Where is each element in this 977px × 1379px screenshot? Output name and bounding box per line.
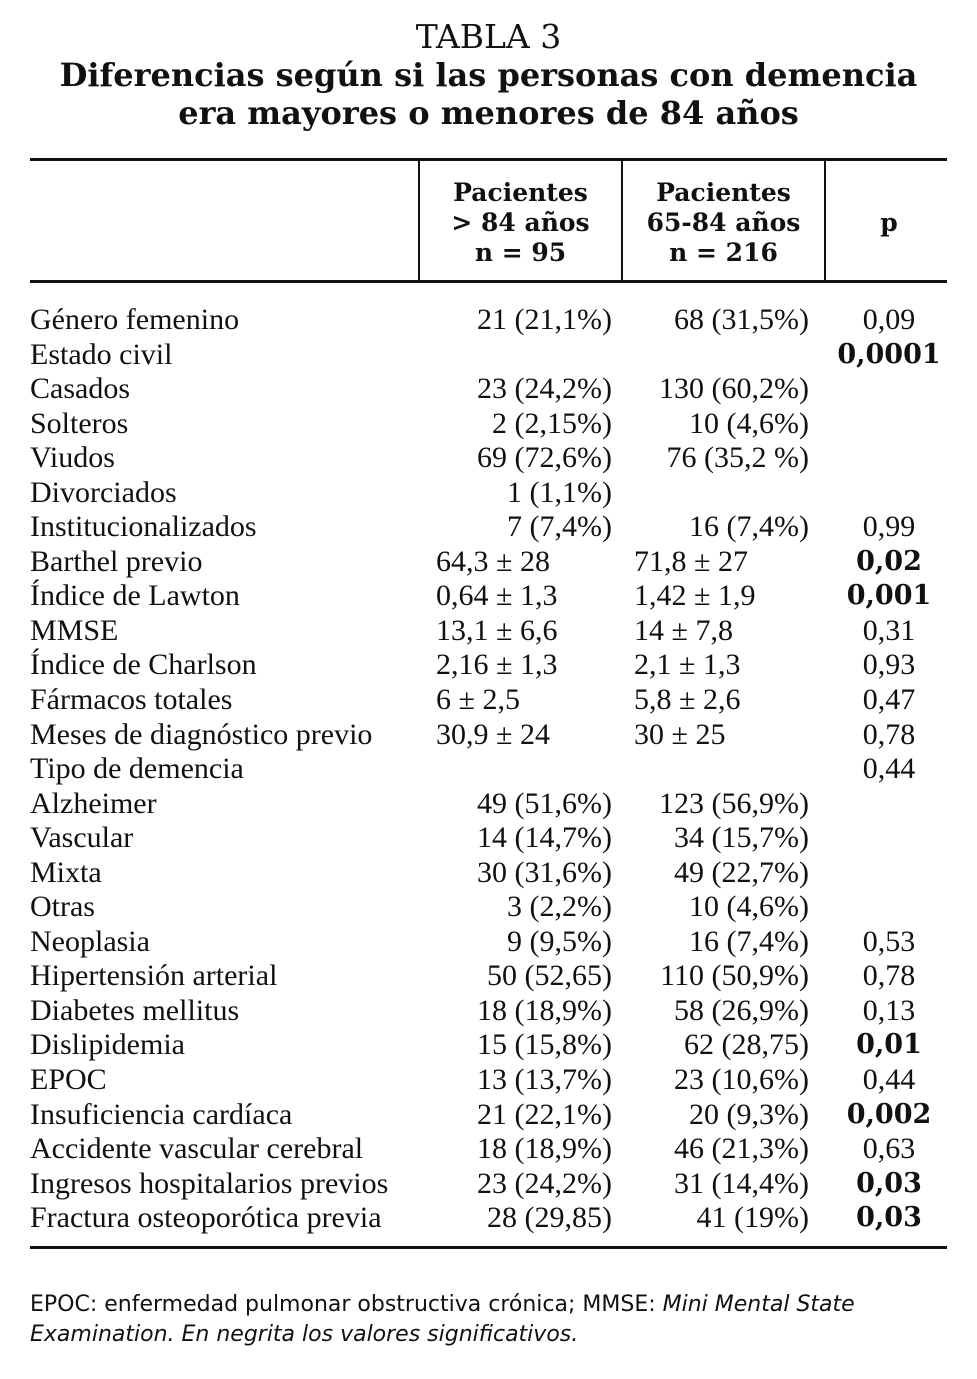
table-row <box>0 372 977 407</box>
row-label: Hipertensión arterial <box>30 959 278 993</box>
row-label: Tipo de demencia <box>30 752 244 786</box>
table-row <box>0 1098 977 1133</box>
value-older: 21 (21,1%) <box>477 303 612 336</box>
value-younger: 68 (31,5%) <box>674 303 809 336</box>
value-older: 30,9 ± 24 <box>436 717 550 751</box>
value-older: 13,1 ± 6,6 <box>436 613 558 647</box>
row-label: Diabetes mellitus <box>30 993 240 1027</box>
value-older: 6 ± 2,5 <box>436 683 520 717</box>
row-label: Fractura osteoporótica previa <box>30 1201 382 1235</box>
column-divider <box>824 160 826 283</box>
table-row <box>0 1132 977 1167</box>
row-label: Índice de Lawton <box>30 579 240 613</box>
row-label: Ingresos hospitalarios previos <box>30 1166 389 1200</box>
row-label: Solteros <box>30 406 129 440</box>
value-older: 30 (31,6%) <box>477 855 612 889</box>
value-younger: 10 (4,6%) <box>689 406 809 440</box>
row-label: Alzheimer <box>30 786 157 820</box>
value-younger: 23 (10,6%) <box>674 1063 809 1097</box>
value-younger: 46 (21,3%) <box>674 1132 809 1166</box>
row-label: Vascular <box>30 821 134 855</box>
table-row <box>0 579 977 614</box>
value-younger: 76 (35,2 %) <box>666 441 809 475</box>
row-label: Índice de Charlson <box>30 648 257 682</box>
value-older: 7 (7,4%) <box>507 510 612 544</box>
table-footnote <box>30 1290 960 1350</box>
row-label: Viudos <box>30 441 115 475</box>
footnote-italic-text: Mini Mental State Examination. En negrita los valores significativos. <box>30 1292 855 1347</box>
footnote-text: EPOC: enfermedad pulmonar obstructiva crónica; MMSE: <box>30 1292 663 1317</box>
table-row <box>0 752 977 787</box>
table-row <box>0 787 977 822</box>
table-row <box>0 303 977 338</box>
table-row <box>0 614 977 649</box>
value-older: 14 (14,7%) <box>477 821 612 855</box>
p-value: 0,002 <box>846 1098 932 1130</box>
table-title-line-1: Diferencias según si las personas con demencia <box>59 56 918 94</box>
value-younger: 30 ± 25 <box>634 717 726 751</box>
p-value: 0,93 <box>862 648 916 682</box>
value-older: 69 (72,6%) <box>477 441 612 475</box>
table-row <box>0 476 977 511</box>
p-value: 0,31 <box>862 613 916 647</box>
p-value: 0,01 <box>856 1029 922 1061</box>
value-older: 23 (24,2%) <box>477 1166 612 1200</box>
table-row <box>0 510 977 545</box>
value-older: 21 (22,1%) <box>477 1097 612 1131</box>
table-row <box>0 683 977 718</box>
value-younger: 62 (28,75) <box>684 1028 809 1062</box>
table-row <box>0 1028 977 1063</box>
table-row <box>0 821 977 856</box>
value-older: 13 (13,7%) <box>477 1063 612 1097</box>
p-value: 0,0001 <box>837 338 941 370</box>
header-rule <box>30 280 947 283</box>
value-older: 18 (18,9%) <box>477 1132 612 1166</box>
value-younger: 14 ± 7,8 <box>634 613 733 647</box>
row-label: Fármacos totales <box>30 683 233 717</box>
value-younger: 58 (26,9%) <box>674 993 809 1027</box>
p-value: 0,001 <box>846 580 932 612</box>
table-row <box>0 338 977 373</box>
value-older: 2 (2,15%) <box>492 406 612 440</box>
table-row <box>0 994 977 1029</box>
table-title-line-2: era mayores o menores de 84 años <box>178 94 799 132</box>
row-label: Insuficiencia cardíaca <box>30 1097 293 1131</box>
p-value: 0,53 <box>862 924 916 958</box>
header-older-patients: Pacientes > 84 años n = 95 <box>451 178 590 267</box>
row-label: Meses de diagnóstico previo <box>30 717 373 751</box>
value-younger: 1,42 ± 1,9 <box>634 579 756 613</box>
bottom-rule <box>30 1246 947 1249</box>
row-label: MMSE <box>30 613 119 647</box>
row-label: Barthel previo <box>30 544 203 578</box>
value-younger: 16 (7,4%) <box>689 510 809 544</box>
p-value: 0,03 <box>856 1202 922 1234</box>
p-value: 0,99 <box>862 510 916 544</box>
row-label: Dislipidemia <box>30 1028 185 1062</box>
row-label: Mixta <box>30 855 102 889</box>
table-row <box>0 925 977 960</box>
value-older: 28 (29,85) <box>487 1201 612 1235</box>
value-younger: 41 (19%) <box>696 1201 809 1235</box>
p-value: 0,13 <box>862 993 916 1027</box>
value-younger: 110 (50,9%) <box>660 959 809 993</box>
table-row <box>0 545 977 580</box>
value-younger: 10 (4,6%) <box>689 890 809 924</box>
value-older: 49 (51,6%) <box>477 786 612 820</box>
value-older: 3 (2,2%) <box>507 890 612 924</box>
value-younger: 31 (14,4%) <box>674 1166 809 1200</box>
value-younger: 123 (56,9%) <box>659 786 809 820</box>
table-row <box>0 1201 977 1236</box>
p-value: 0,78 <box>862 717 916 751</box>
value-older: 1 (1,1%) <box>507 475 612 509</box>
header-younger-patients: Pacientes 65-84 años n = 216 <box>646 178 801 267</box>
value-younger: 5,8 ± 2,6 <box>634 683 741 717</box>
table-caption <box>0 18 977 132</box>
value-younger: 16 (7,4%) <box>689 924 809 958</box>
value-older: 64,3 ± 28 <box>436 544 550 578</box>
row-label: Casados <box>30 372 130 406</box>
value-older: 18 (18,9%) <box>477 993 612 1027</box>
top-rule <box>30 158 947 161</box>
p-value: 0,63 <box>862 1132 916 1166</box>
value-younger: 49 (22,7%) <box>674 855 809 889</box>
row-label: Estado civil <box>30 337 173 371</box>
row-label: Otras <box>30 890 95 924</box>
row-label: Accidente vascular cerebral <box>30 1132 364 1166</box>
p-value: 0,44 <box>862 752 916 786</box>
value-older: 23 (24,2%) <box>477 372 612 406</box>
row-label: EPOC <box>30 1063 107 1097</box>
p-value: 0,09 <box>862 303 916 336</box>
value-younger: 34 (15,7%) <box>674 821 809 855</box>
table-row <box>0 407 977 442</box>
value-older: 2,16 ± 1,3 <box>436 648 558 682</box>
row-label: Género femenino <box>30 303 240 336</box>
p-value: 0,44 <box>862 1063 916 1097</box>
p-value: 0,47 <box>862 683 916 717</box>
value-younger: 20 (9,3%) <box>689 1097 809 1131</box>
table-row <box>0 648 977 683</box>
value-older: 0,64 ± 1,3 <box>436 579 558 613</box>
table-body <box>0 303 977 1236</box>
table-row <box>0 856 977 891</box>
table-row <box>0 1063 977 1098</box>
table-label: TABLA 3 <box>415 17 562 56</box>
row-label: Neoplasia <box>30 924 150 958</box>
row-label: Divorciados <box>30 475 177 509</box>
row-label: Institucionalizados <box>30 510 257 544</box>
value-younger: 71,8 ± 27 <box>634 544 748 578</box>
table-row <box>0 959 977 994</box>
p-value: 0,02 <box>856 545 922 577</box>
table-row <box>0 441 977 476</box>
value-older: 9 (9,5%) <box>507 924 612 958</box>
value-older: 15 (15,8%) <box>477 1028 612 1062</box>
table-row <box>0 718 977 753</box>
value-younger: 2,1 ± 1,3 <box>634 648 741 682</box>
p-value: 0,78 <box>862 959 916 993</box>
value-older: 50 (52,65) <box>487 959 612 993</box>
header-p-value: p <box>880 208 898 237</box>
table-row <box>0 890 977 925</box>
table-row <box>0 1167 977 1202</box>
p-value: 0,03 <box>856 1167 922 1199</box>
value-younger: 130 (60,2%) <box>659 372 809 406</box>
